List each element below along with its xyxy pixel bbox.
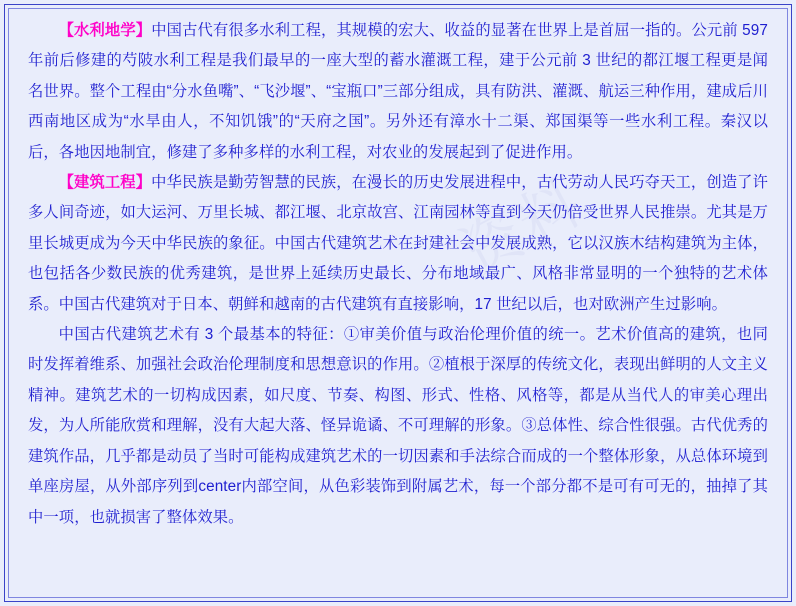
paragraph-text: 中华民族是勤劳智慧的民族，在漫长的历史发展进程中，古代劳动人民巧夺天工，创造了许多人间奇迹，如大运河、万里长城、都江堰、北京故宫、江南园林等直到今天仍倍受世界人民推崇。尤其是万里长城更成为今天中华民族的象征。中国古代建筑艺术在封建社会中发展成熟，它以汉族木结构建筑为主体，也包括各少数民族的优秀建筑，是世界上延续历史最长、分布地域最广、风格非常显明的一个独特的艺术体系。中国古代建筑对于日本、朝鲜和越南的古代建筑有直接影响，17 世纪以后，也对欧洲产生过影响。	[28, 174, 768, 313]
document-content	[14, 10, 782, 600]
paragraph-text: 中国古代建筑艺术有 3 个最基本的特征：①审美价值与政治伦理价值的统一。艺术价值高的建筑，也同时发挥着维系、加强社会政治伦理制度和思想意识的作用。②植根于深厚的传统文化，表现出鲜明的人文主义精神。建筑艺术的一切构成因素，如尺度、节奏、构图、形式、性格、风格等，都是从当代人的审美心理出发，为人所能欣赏和理解，没有大起大落、怪异诡谲、不可理解的形象。③总体性、综合性很强。古代优秀的建筑作品，几乎都是动员了当时可能构成建筑艺术的一切因素和手法综合而成的一个整体形象，从总体环境到单座房屋，从外部序列到center内部空间，从色彩装饰到附属艺术，每一个部分都不是可有可无的，抽掉了其中一项，也就损害了整体效果。	[28, 326, 768, 526]
section-tag-water-conservancy: 【水利地学】	[58, 22, 152, 39]
paragraph-water-conservancy	[28, 16, 768, 168]
paragraph-architecture	[28, 168, 768, 320]
paragraph-text: 中国古代有很多水利工程，其规模的宏大、收益的显著在世界上是首屈一指的。公元前 597 年前后修建的芍陂水利工程是我们最早的一座大型的蓄水灌溉工程，建于公元前 3 世纪的都江堰工程更是闻名世界。整个工程由“分水鱼嘴”、“飞沙堰”、“宝瓶口”三部分组成，具有防洪、灌溉、航运三种作用，建成后川西南地区成为“水旱由人，不知饥饿”的“天府之国”。另外还有漳水十二渠、郑国渠等一些水利工程。秦汉以后，各地因地制宜，修建了多种多样的水利工程，对农业的发展起到了促进作用。	[28, 22, 768, 161]
section-tag-architecture: 【建筑工程】	[58, 174, 152, 192]
watermark: 资料	[450, 168, 595, 287]
paragraph-features	[28, 320, 768, 533]
